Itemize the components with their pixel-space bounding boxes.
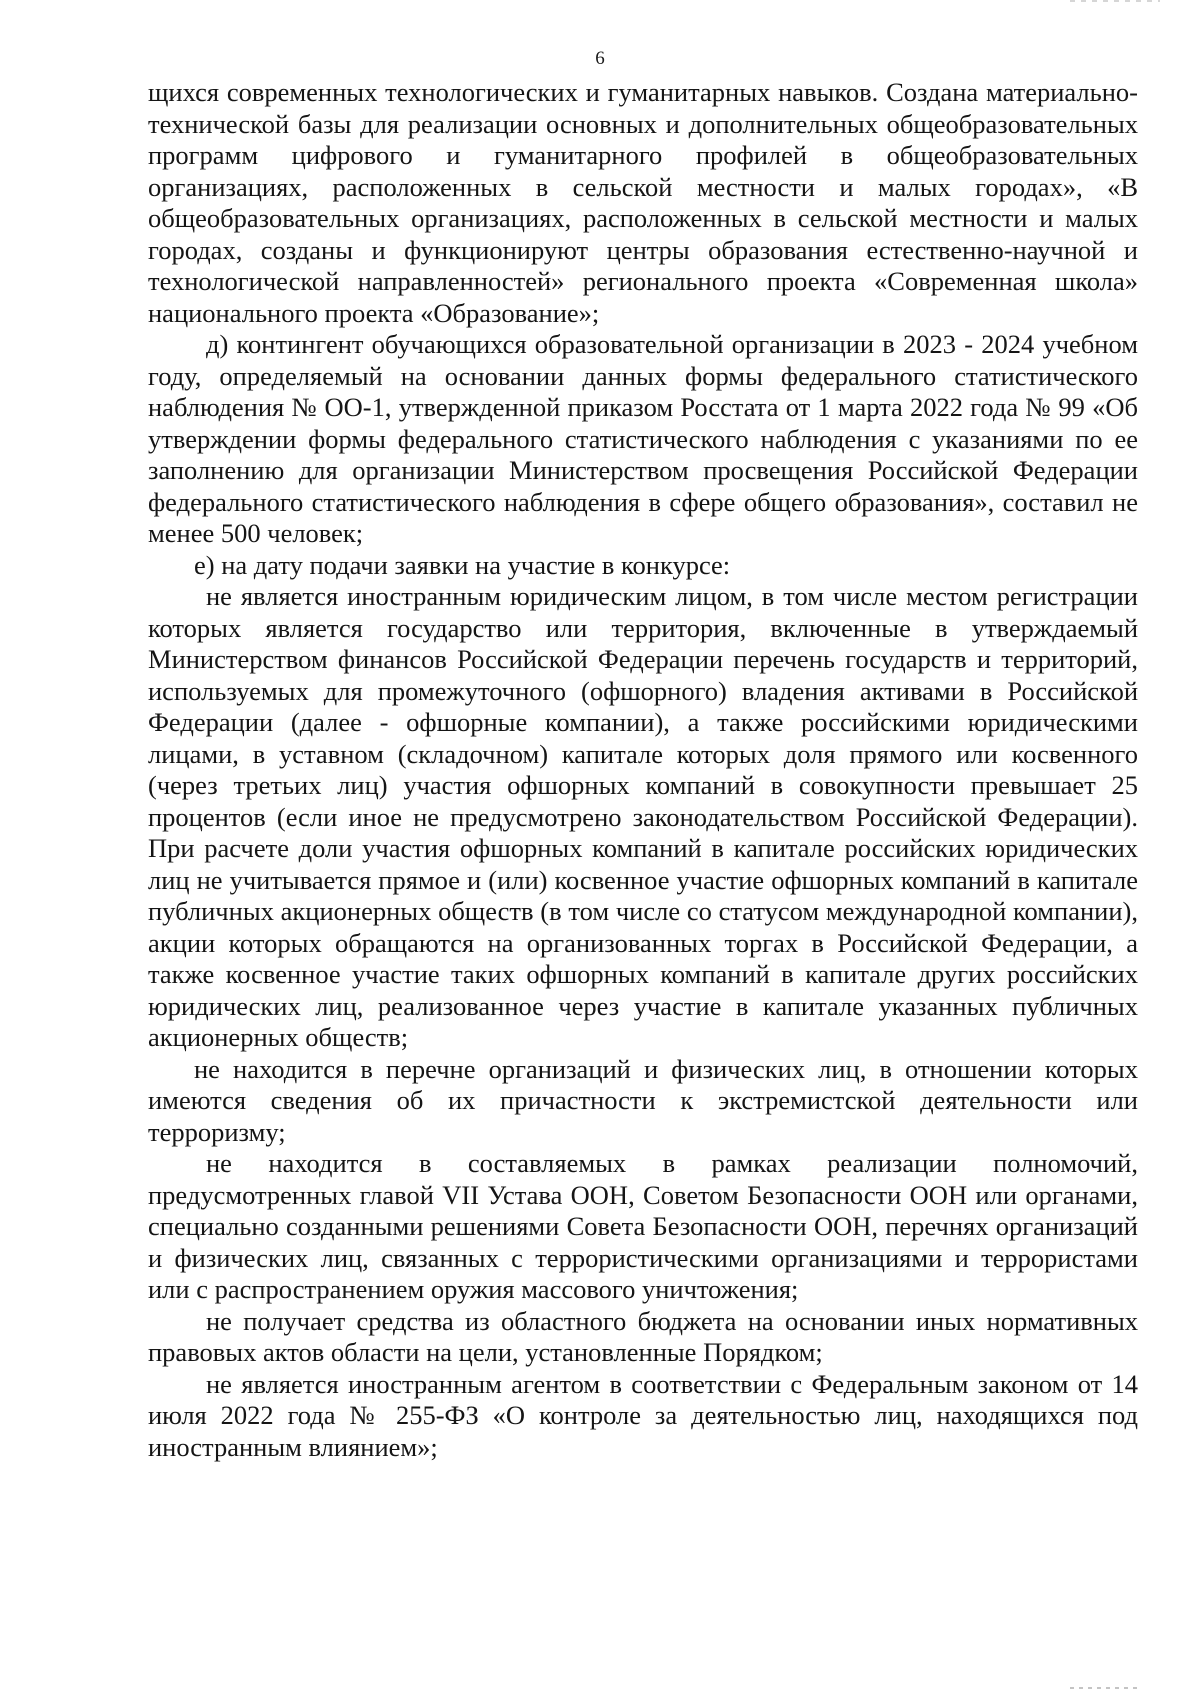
- paragraph-offshore-condition: не является иностранным юридическим лицом, в том числе местом регистрации которых является государство или территория, включенные в утверждаемый Министерством финансов Российской Федерации перечень государств и территорий, используемых для промежуточного (офшорного) владения активами в Российской Федерации (далее - офшорные компании), а также российскими юридическими лицами, в уставном (складочном) капитале которых доля прямого или косвенного (через третьих лиц) участия офшорных компаний в совокупности превышает 25 процентов (если иное не предусмотрено законодательством Российской Федерации). При расчете доли участия офшорных компаний в капитале российских юридических лиц не учитывается прямое и (или) косвенное участие офшорных компаний в капитале публичных акционерных обществ (в том числе со статусом международной компании), акции которых обращаются на организованных торгах в Российской Федерации, а также косвенное участие таких офшорных компаний в капитале других российских юридических лиц, реализованное через участие в капитале указанных публичных акционерных обществ;: [148, 581, 1138, 1052]
- scan-artifact-bottom: [1070, 1687, 1140, 1689]
- paragraph-foreign-agent-condition: не является иностранным агентом в соответствии с Федеральным законом от 14 июля 2022 года № 255-ФЗ «О контроле за деятельностью лиц, находящихся под иностранным влиянием»;: [148, 1368, 1138, 1462]
- paragraph-extremism-condition: не находится в перечне организаций и физических лиц, в отношении которых имеются сведения об их причастности к экстремистской деятельности или терроризму;: [148, 1053, 1138, 1147]
- paragraph-continuation: щихся современных технологических и гуманитарных навыков. Создана материально-технической базы для реализации основных и дополнительных общеобразовательных программ цифрового и гуманитарного профилей в общеобразовательных организациях, расположенных в сельской местности и малых городах», «В общеобразовательных организациях, расположенных в сельской местности и малых городах, созданы и функционируют центры образования естественно-научной и технологической направленностей» регионального проекта «Современная школа» национального проекта «Образование»;: [148, 77, 1138, 328]
- paragraph-item-d: д) контингент обучающихся образовательной организации в 2023 - 2024 учебном году, определяемый на основании данных формы федерального статистического наблюдения № ОО-1, утвержденной приказом Росстата от 1 марта 2022 года № 99 «Об утверждении формы федерального статистического наблюдения с указаниями по ее заполнению для организации Министерством просвещения Российской Федерации федерального статистического наблюдения в сфере общего образования», составил не менее 500 человек;: [148, 329, 1138, 548]
- paragraph-un-condition: не находится в составляемых в рамках реализации полномочий, предусмотренных главой VII Устава ООН, Советом Безопасности ООН или органами, специально созданными решениями Совета Безопасности ООН, перечнях организаций и физических лиц, связанных с террористическими организациями и террористами или с распространением оружия массового уничтожения;: [148, 1148, 1138, 1304]
- scan-artifact-top: [1070, 0, 1160, 2]
- paragraph-budget-condition: не получает средства из областного бюджета на основании иных нормативных правовых актов области на цели, установленные Порядком;: [148, 1305, 1138, 1367]
- paragraph-item-e: е) на дату подачи заявки на участие в конкурсе:: [194, 549, 731, 580]
- document-body: [148, 77, 1138, 1463]
- page-number: 6: [595, 48, 605, 69]
